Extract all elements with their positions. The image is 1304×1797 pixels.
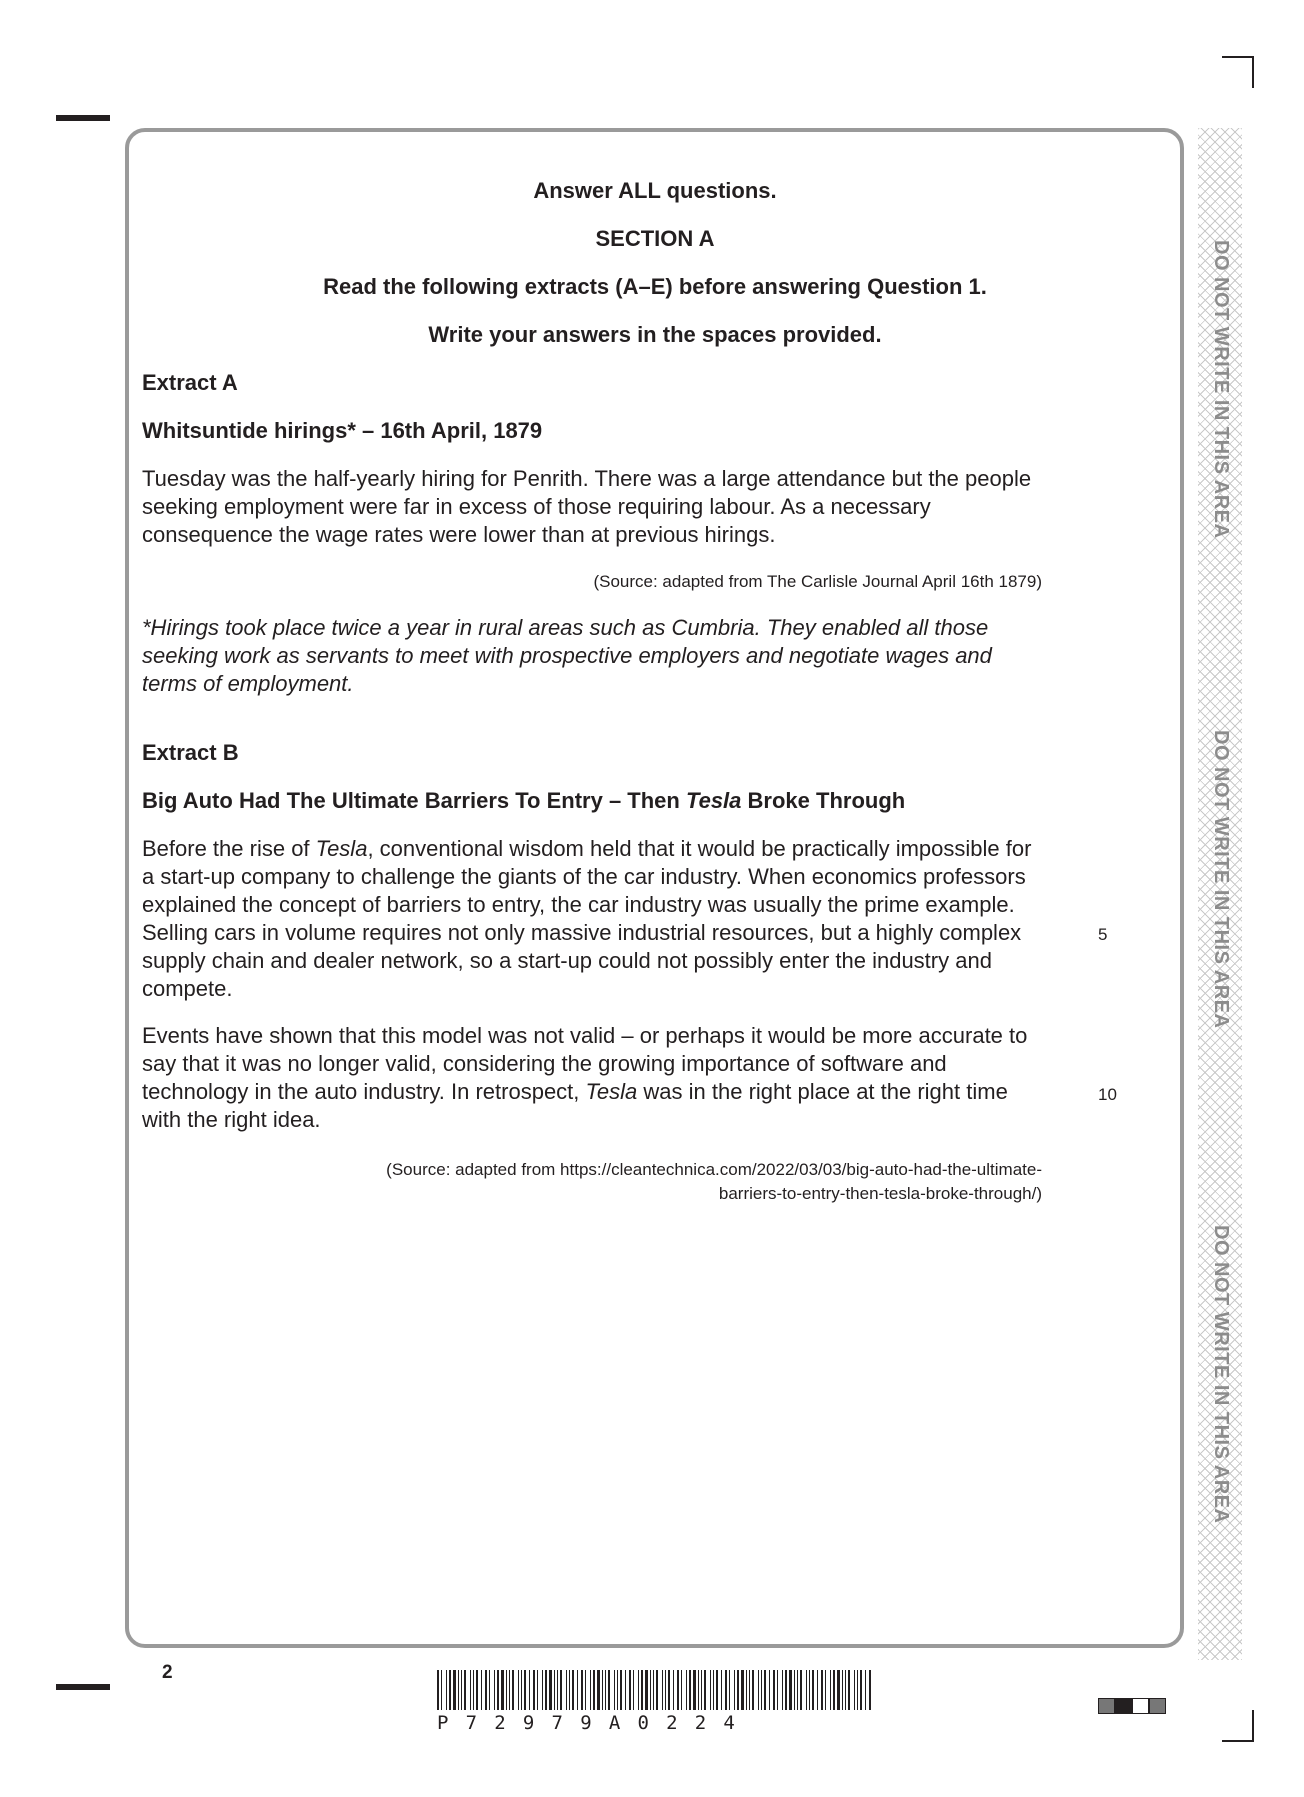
barcode-bar — [645, 1670, 648, 1710]
barcode-bar — [721, 1670, 722, 1710]
barcode-bar — [633, 1670, 634, 1710]
barcode-bar — [597, 1670, 600, 1710]
barcode-bar — [752, 1670, 754, 1710]
barcode-bar — [554, 1670, 555, 1710]
barcode-bar — [806, 1670, 807, 1710]
barcode-bar — [686, 1670, 687, 1710]
barcode-bar — [812, 1670, 814, 1710]
barcode-bar — [769, 1670, 770, 1710]
marker-square-1 — [1098, 1698, 1115, 1714]
barcode-bar — [461, 1670, 462, 1710]
extract-a-footnote — [142, 614, 1042, 698]
barcode-bar — [857, 1670, 858, 1710]
write-answers-instruction: Write your answers in the spaces provided. — [428, 322, 882, 347]
barcode-bar — [817, 1670, 818, 1710]
side-label-middle: DO NOT WRITE IN THIS AREA — [1210, 730, 1232, 1029]
barcode-bar — [614, 1670, 615, 1710]
barcode-bar — [777, 1670, 778, 1710]
barcode-bar — [464, 1670, 466, 1710]
barcode-bar — [704, 1670, 706, 1710]
barcode-bar — [585, 1670, 586, 1710]
barcode-bar — [789, 1670, 792, 1710]
barcode-bar — [734, 1670, 735, 1710]
barcode-bar — [785, 1670, 787, 1710]
extract-a-title: Whitsuntide hirings* – 16th April, 1879 — [142, 418, 543, 443]
barcode-bar — [608, 1670, 610, 1710]
barcode-bar — [741, 1670, 744, 1710]
extract-b-paragraph-1 — [142, 835, 1042, 1003]
barcode-bar — [581, 1670, 583, 1710]
barcode-bar — [833, 1670, 835, 1710]
page-marker-squares — [1098, 1698, 1166, 1716]
barcode-bar — [605, 1670, 606, 1710]
crop-mark-bottom-left — [56, 1684, 110, 1690]
barcode-text: P72979A0224 — [437, 1712, 753, 1734]
barcode-bar — [524, 1670, 526, 1710]
barcode-bar — [797, 1670, 798, 1710]
extract-b-title-italic: Tesla — [685, 788, 742, 813]
barcode-bar — [485, 1670, 487, 1710]
barcode-bar — [710, 1670, 711, 1710]
barcode-bar — [845, 1670, 846, 1710]
barcode-bar — [693, 1670, 696, 1710]
barcode-bar — [773, 1670, 775, 1710]
barcode-bar — [681, 1670, 682, 1710]
side-label-bottom: DO NOT WRITE IN THIS AREA — [1210, 1225, 1232, 1524]
barcode-bar — [854, 1670, 855, 1710]
barcode-bar — [701, 1670, 702, 1710]
barcode-bar — [860, 1670, 862, 1710]
barcode-bar — [629, 1670, 631, 1710]
barcode-bar — [494, 1670, 495, 1710]
barcode-bar — [533, 1670, 535, 1710]
extract-a-footnote-text: *Hirings took place twice a year in rural areas such as Cumbria. They enabled all those seeking work as servants to meet with prospective employers and negotiate wages and terms of employment. — [142, 615, 992, 696]
p1-after: , conventional wisdom held that it would be practically impossible for a start-up company to challenge the giants of the car industry. When economics professors explained the concept of barriers to entry, the car industry was usually the prime example. Selling cars in volume requires not only massive industrial resources, but a highly complex supply chain and dealer network, so a start-up could not possibly enter the industry and compete. — [142, 836, 1032, 1001]
barcode-bar — [617, 1670, 618, 1710]
barcode-bar — [512, 1670, 514, 1710]
barcode-bar — [549, 1670, 552, 1710]
barcode-bar — [653, 1670, 654, 1710]
barcode-bar — [673, 1670, 674, 1710]
section-heading: SECTION A — [595, 226, 715, 251]
barcode-bar — [638, 1670, 639, 1710]
barcode-bar — [509, 1670, 510, 1710]
barcode-bar — [506, 1670, 507, 1710]
barcode-bar — [837, 1670, 840, 1710]
extract-b-title-part1: Big Auto Had The Ultimate Barriers To Entry – Then — [142, 788, 686, 813]
barcode-bar — [869, 1670, 871, 1710]
barcode-bar — [476, 1670, 478, 1710]
barcode-bar — [437, 1670, 439, 1710]
extract-b-title — [142, 788, 905, 814]
barcode-bar — [830, 1670, 831, 1710]
barcode-bar — [489, 1670, 490, 1710]
barcode-bar — [689, 1670, 691, 1710]
barcode-bar — [641, 1670, 643, 1710]
barcode-bar — [537, 1670, 538, 1710]
extract-a-label: Extract A — [142, 370, 238, 395]
page-number: 2 — [162, 1662, 173, 1683]
barcode-bar — [825, 1670, 826, 1710]
line-marker-5: 5 — [1098, 925, 1108, 944]
barcode-bar — [800, 1670, 802, 1710]
barcode-bar — [677, 1670, 679, 1710]
barcode-bar — [865, 1670, 866, 1710]
extract-b-paragraph-1-text — [142, 835, 1042, 1003]
read-extracts-instruction: Read the following extracts (A–E) before answering Question 1. — [323, 274, 987, 299]
barcode-bar — [593, 1670, 595, 1710]
barcode-bar — [794, 1670, 795, 1710]
barcode — [437, 1670, 873, 1710]
barcode-bar — [620, 1670, 622, 1710]
marker-square-4 — [1149, 1698, 1166, 1714]
barcode-bar — [656, 1670, 658, 1710]
marker-square-3 — [1132, 1698, 1149, 1714]
barcode-bar — [665, 1670, 666, 1710]
crop-mark-top-right-h — [1222, 56, 1252, 58]
barcode-bar — [473, 1670, 474, 1710]
crop-mark-top-left — [56, 115, 110, 121]
barcode-bar — [572, 1670, 574, 1710]
extract-b-paragraph-2-text — [142, 1022, 1042, 1134]
extract-b-title-part2: Broke Through — [741, 788, 906, 813]
extract-b-source — [386, 1158, 1042, 1206]
barcode-bar — [449, 1670, 451, 1710]
barcode-bar — [758, 1670, 759, 1710]
barcode-bar — [761, 1670, 762, 1710]
barcode-bar — [518, 1670, 519, 1710]
side-label-top: DO NOT WRITE IN THIS AREA — [1210, 240, 1232, 539]
barcode-bar — [729, 1670, 730, 1710]
barcode-bar — [542, 1670, 543, 1710]
barcode-bar — [746, 1670, 747, 1710]
extract-b-paragraph-2 — [142, 1022, 1042, 1134]
barcode-bar — [848, 1670, 850, 1710]
p1-italic: Tesla — [315, 836, 368, 861]
barcode-bar — [668, 1670, 670, 1710]
crop-mark-bottom-right-h — [1222, 1740, 1252, 1742]
barcode-bar — [577, 1670, 578, 1710]
barcode-bar — [809, 1670, 810, 1710]
barcode-bar — [557, 1670, 558, 1710]
barcode-bar — [545, 1670, 547, 1710]
barcode-bar — [625, 1670, 626, 1710]
barcode-bar — [566, 1670, 567, 1710]
extract-a-source: (Source: adapted from The Carlisle Journal April 16th 1879) — [593, 572, 1042, 591]
extract-a-body — [142, 465, 1042, 549]
barcode-bar — [441, 1670, 442, 1710]
barcode-bar — [782, 1670, 783, 1710]
barcode-bar — [446, 1670, 447, 1710]
barcode-bar — [560, 1670, 562, 1710]
crop-mark-top-right-v — [1252, 56, 1254, 88]
barcode-bar — [569, 1670, 570, 1710]
barcode-bar — [716, 1670, 718, 1710]
barcode-bar — [764, 1670, 766, 1710]
barcode-bar — [842, 1670, 843, 1710]
p2-italic: Tesla — [585, 1079, 638, 1104]
line-marker-10: 10 — [1098, 1085, 1117, 1104]
barcode-bar — [453, 1670, 456, 1710]
barcode-bar — [698, 1670, 699, 1710]
barcode-bar — [650, 1670, 651, 1710]
barcode-bar — [821, 1670, 823, 1710]
extract-b-label: Extract B — [142, 740, 239, 765]
instruction-heading: Answer ALL questions. — [533, 178, 777, 203]
barcode-bar — [481, 1670, 482, 1710]
barcode-bar — [521, 1670, 522, 1710]
barcode-bar — [737, 1670, 739, 1710]
p2-after: was in the right place at the right time with the right idea. — [142, 1079, 1008, 1132]
barcode-bar — [662, 1670, 663, 1710]
extract-b-source-line-1: (Source: adapted from https://cleantechnica.com/2022/03/03/big-auto-had-the-ultimate- — [386, 1160, 1042, 1179]
crop-mark-bottom-right-v — [1252, 1710, 1254, 1742]
barcode-bar — [602, 1670, 603, 1710]
barcode-bar — [458, 1670, 459, 1710]
barcode-bar — [497, 1670, 499, 1710]
p2-before: Events have shown that this model was not valid – or perhaps it would be more accurate to say that it was no longer valid, considering the growing importance of software and technology in the auto industry. In retrospect, — [142, 1023, 1028, 1104]
marker-square-2 — [1115, 1698, 1132, 1714]
barcode-bar — [725, 1670, 727, 1710]
extract-b-source-line-2: barriers-to-entry-then-tesla-broke-through/) — [718, 1184, 1042, 1203]
barcode-bar — [501, 1670, 504, 1710]
barcode-bar — [590, 1670, 591, 1710]
extract-a-paragraph: Tuesday was the half-yearly hiring for Penrith. There was a large attendance but the people seeking employment were far in excess of those requiring labour. As a necessary consequence the wage rates were lower than at previous hirings. — [142, 466, 1032, 547]
barcode-bar — [713, 1670, 714, 1710]
barcode-bar — [529, 1670, 530, 1710]
barcode-bar — [749, 1670, 750, 1710]
barcode-bar — [470, 1670, 471, 1710]
p1-before: Before the rise of — [142, 836, 316, 861]
